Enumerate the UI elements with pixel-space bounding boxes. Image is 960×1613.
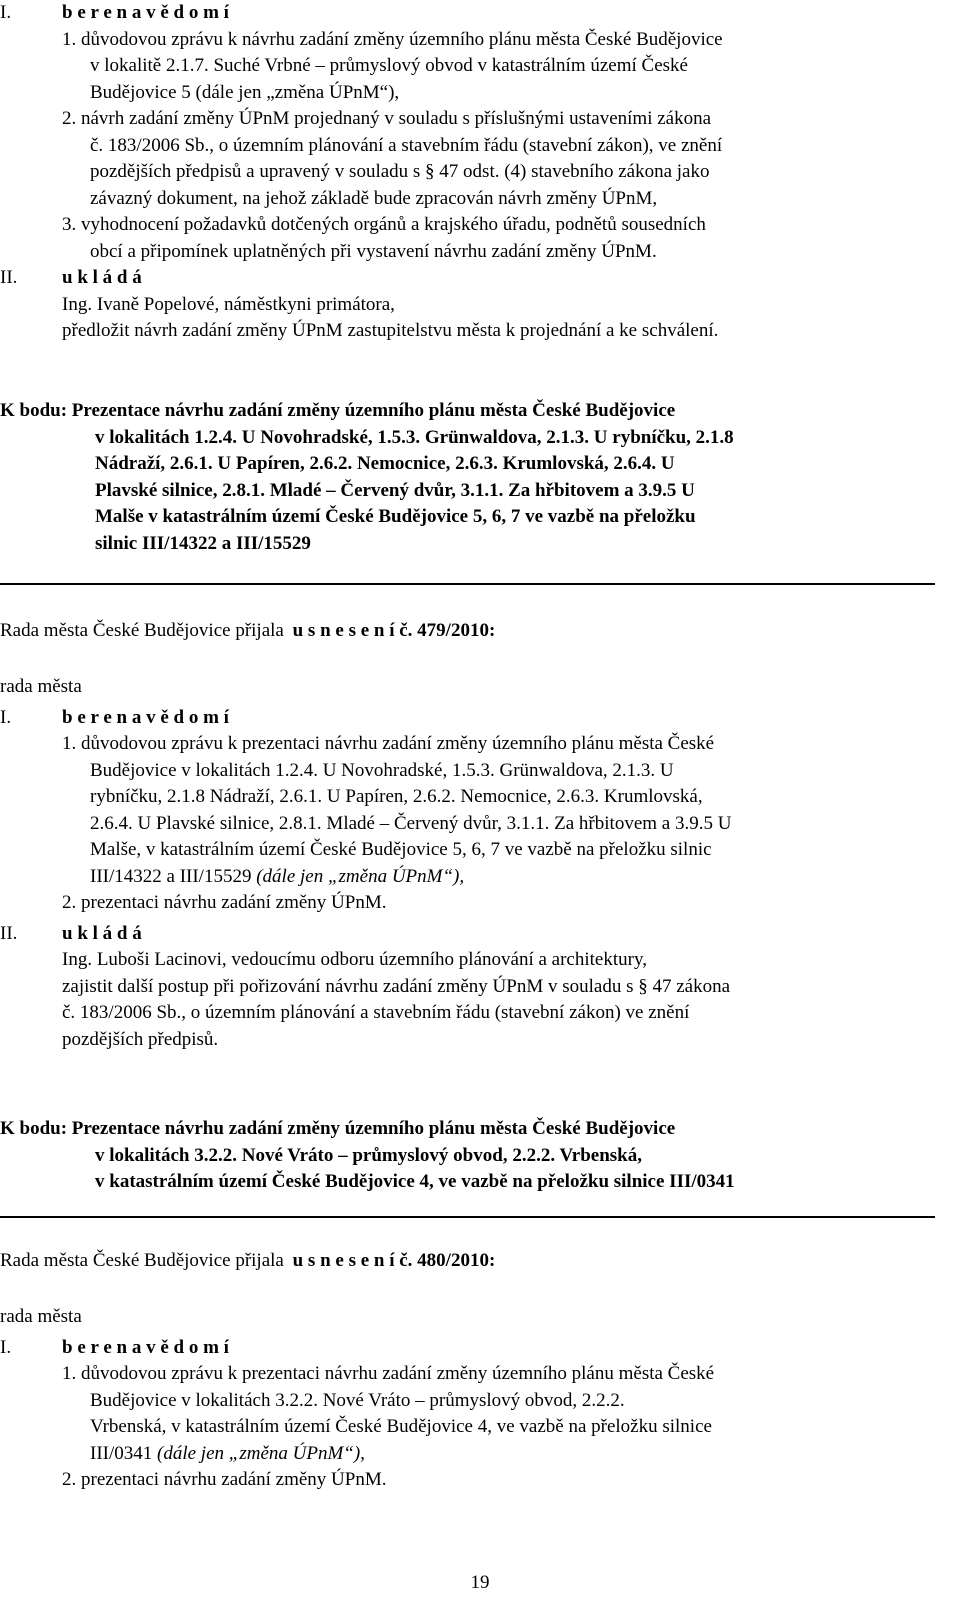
agenda-title-cont: v katastrálním území České Budějovice 4, ve vazbě na přeložku silnice III/0341 xyxy=(95,1171,735,1192)
resolution-word: u s n e s e n í xyxy=(292,1250,395,1271)
list-item-cont: Vrbenská, v katastrálním území České Budějovice 4, ve vazbě na přeložku silnice xyxy=(90,1416,712,1437)
list-item: 1. důvodovou zprávu k prezentaci návrhu zadání změny územního plánu města České xyxy=(62,1363,715,1384)
resolution-intro xyxy=(0,618,950,645)
list-item-cont: Budějovice v lokalitách 3.2.2. Nové Vráto – průmyslový obvod, 2.2.2. xyxy=(90,1389,625,1411)
section-header xyxy=(0,921,950,948)
resolution-intro-text: Rada města České Budějovice přijala xyxy=(0,620,284,641)
section-header xyxy=(0,265,950,292)
list-item-italic: (dále jen „změna ÚPnM“), xyxy=(157,1442,365,1464)
agenda-title-cont: Malše v katastrálním území České Budějovice 5, 6, 7 ve vazbě na přeložku xyxy=(95,506,696,527)
list-item: 2. prezentaci návrhu zadání změny ÚPnM. xyxy=(62,1469,387,1490)
resolution-intro-text: Rada města České Budějovice přijala xyxy=(0,1250,284,1271)
section-label: u k l á d á xyxy=(62,267,142,288)
council-label: rada města xyxy=(0,1306,82,1327)
page-number: 19 xyxy=(470,1572,490,1593)
list-item-cont xyxy=(0,1441,950,1468)
list-item-cont: závazný dokument, na jehož základě bude zpracován návrh změny ÚPnM, xyxy=(90,187,658,209)
section-header xyxy=(0,0,950,27)
list-item-italic: (dále jen „změna ÚPnM“), xyxy=(256,865,465,887)
agenda-item-heading xyxy=(0,1116,950,1196)
list-item-cont: Budějovice v lokalitách 1.2.4. U Novohradské, 1.5.3. Grünwaldova, 2.1.3. U xyxy=(90,759,674,781)
resolution-number: č. 479/2010: xyxy=(399,620,496,641)
task-cont: č. 183/2006 Sb., o územním plánování a stavebním řádu (stavební zákon) ve znění xyxy=(62,1002,690,1023)
list-item-cont: rybníčku, 2.1.8 Nádraží, 2.6.1. U Papíren, 2.6.2. Nemocnice, 2.6.3. Krumlovská, xyxy=(90,786,703,807)
resolution-480 xyxy=(0,1248,950,1275)
list-item: 2. prezentaci návrhu zadání změny ÚPnM. xyxy=(62,892,387,913)
agenda-title-cont: Plavské silnice, 2.8.1. Mladé – Červený dvůr, 3.1.1. Za hřbitovem a 3.9.5 U xyxy=(95,479,695,501)
section-number: I. xyxy=(0,706,12,728)
agenda-title-cont: Nádraží, 2.6.1. U Papíren, 2.6.2. Nemocnice, 2.6.3. Krumlovská, 2.6.4. U xyxy=(95,453,675,474)
council-label: rada města xyxy=(0,676,82,697)
top-section xyxy=(0,0,950,345)
list-item-cont: Budějovice 5 (dále jen „změna ÚPnM“), xyxy=(90,81,400,103)
section-label: u k l á d á xyxy=(62,922,142,944)
list-item-cont: pozdějších předpisů a upravený v souladu s § 47 odst. (4) stavebního zákona jako xyxy=(90,161,710,182)
agenda-item-heading xyxy=(0,398,950,557)
section-header xyxy=(0,705,950,732)
agenda-title: K bodu: Prezentace návrhu zadání změny územního plánu města České Budějovice xyxy=(0,1118,676,1139)
resolution-word: u s n e s e n í xyxy=(292,620,395,641)
list-item-cont: 2.6.4. U Plavské silnice, 2.8.1. Mladé – Červený dvůr, 3.1.1. Za hřbitovem a 3.9.5 U xyxy=(90,812,732,834)
list-item-cont: č. 183/2006 Sb., o územním plánování a stavebním řádu (stavební zákon), ve znění xyxy=(90,134,723,156)
resolution-479 xyxy=(0,618,950,645)
section-label: b e r e n a v ě d o m í xyxy=(62,706,229,728)
section-label: b e r e n a v ě d o m í xyxy=(62,2,229,23)
resolution-intro xyxy=(0,1248,950,1275)
list-item-cont: Malše, v katastrálním území České Budějovice 5, 6, 7 ve vazbě na přeložku silnic xyxy=(90,839,712,860)
list-item: 3. vyhodnocení požadavků dotčených orgánů a krajského úřadu, podnětů sousedních xyxy=(62,214,706,235)
section-number: I. xyxy=(0,2,12,23)
list-item-cont: obcí a připomínek uplatněných při vystavení návrhu zadání změny ÚPnM. xyxy=(90,240,657,262)
agenda-title-cont: v lokalitách 1.2.4. U Novohradské, 1.5.3. Grünwaldova, 2.1.3. U rybníčku, 2.1.8 xyxy=(95,426,734,448)
agenda-title: K bodu: Prezentace návrhu zadání změny územního plánu města České Budějovice xyxy=(0,400,676,421)
task: předložit návrh zadání změny ÚPnM zastupitelstvu města k projednání a ke schválení. xyxy=(62,320,719,341)
assignee: Ing. Luboši Lacinovi, vedoucímu odboru územního plánování a architektury, xyxy=(62,949,647,970)
resolution-479-body xyxy=(0,674,950,1053)
section-number: II. xyxy=(0,267,18,288)
task: zajistit další postup při pořizování návrhu zadání změny ÚPnM v souladu s § 47 zákona xyxy=(62,975,731,997)
list-item: 2. návrh zadání změny ÚPnM projednaný v souladu s příslušnými ustaveními zákona xyxy=(62,108,712,129)
assignee: Ing. Ivaně Popelové, náměstkyni primátora, xyxy=(62,293,395,315)
section-number: II. xyxy=(0,922,18,944)
resolution-480-body xyxy=(0,1304,950,1494)
divider xyxy=(0,583,935,585)
agenda-title-cont: v lokalitách 3.2.2. Nové Vráto – průmyslový obvod, 2.2.2. Vrbenská, xyxy=(95,1144,642,1166)
divider xyxy=(0,1216,935,1218)
agenda-title-cont: silnic III/14322 a III/15529 xyxy=(95,532,311,554)
section-number: I. xyxy=(0,1336,12,1358)
task-cont: pozdějších předpisů. xyxy=(62,1028,219,1050)
list-item-text: III/0341 xyxy=(90,1442,153,1464)
list-item-cont: v lokalitě 2.1.7. Suché Vrbné – průmyslový obvod v katastrálním území České xyxy=(90,55,688,76)
resolution-number: č. 480/2010: xyxy=(399,1250,496,1271)
list-item: 1. důvodovou zprávu k prezentaci návrhu zadání změny územního plánu města České xyxy=(62,733,715,754)
section-label: b e r e n a v ě d o m í xyxy=(62,1336,229,1358)
list-item: 1. důvodovou zprávu k návrhu zadání změny územního plánu města České Budějovice xyxy=(62,28,723,50)
list-item-cont xyxy=(0,864,950,891)
list-item-text: III/14322 a III/15529 xyxy=(90,865,252,887)
section-header xyxy=(0,1335,950,1362)
